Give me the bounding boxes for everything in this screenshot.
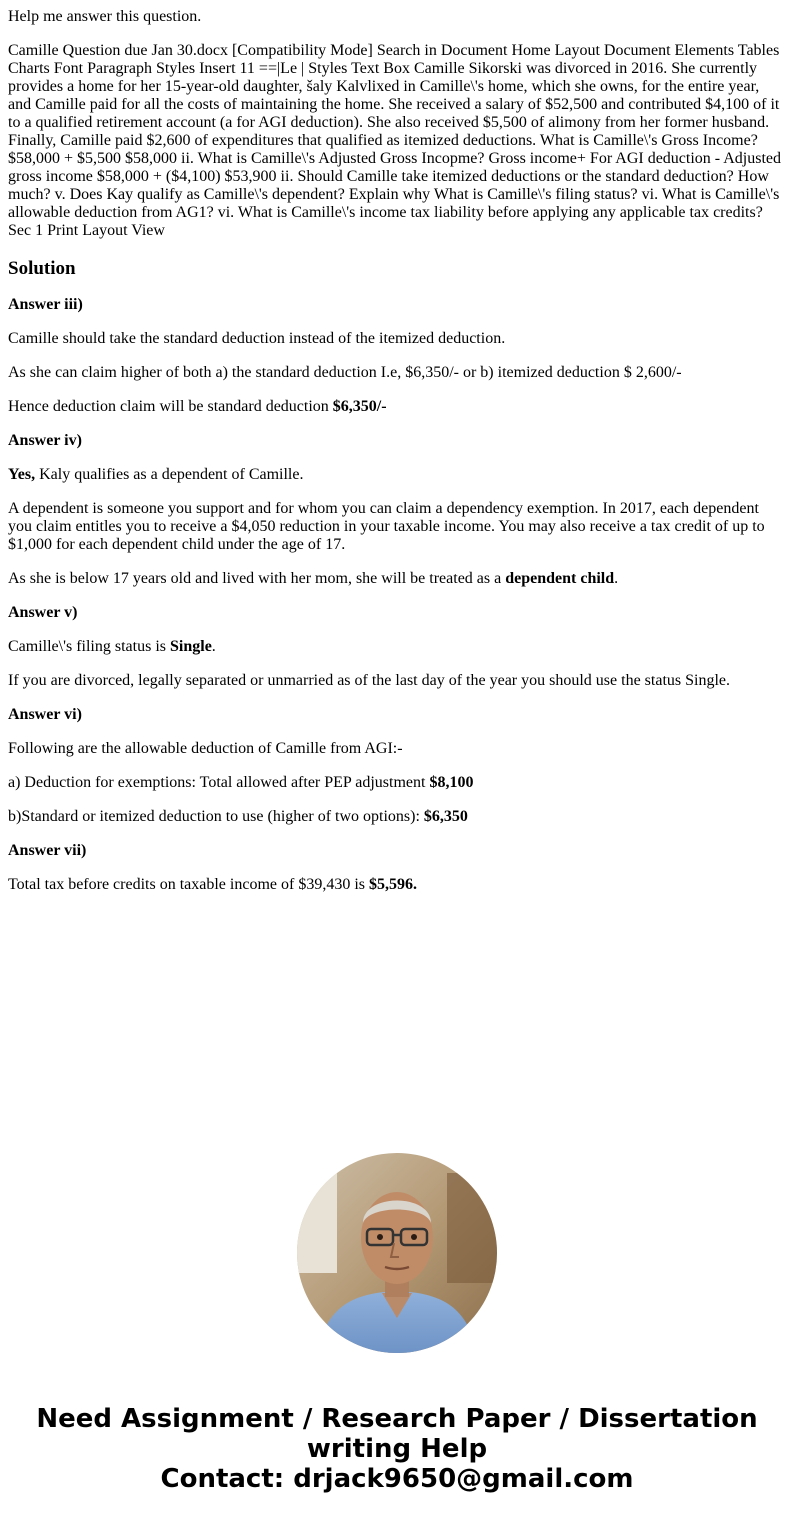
answer-iv-p3-end: . [614, 570, 619, 587]
answer-v-p1-end: . [211, 638, 216, 655]
answer-vii-p1 [8, 876, 786, 894]
answer-iv-p3-text: As she is below 17 years old and lived with her mom, she will be treated as a [8, 570, 506, 587]
answer-vi-p2-text: a) Deduction for exemptions: Total allowed after PEP adjustment [8, 774, 430, 791]
answer-vi-p3 [8, 808, 786, 826]
answer-vi-p2-bold: $8,100 [429, 774, 474, 791]
answer-vii-p1-bold: $5,596. [369, 876, 417, 893]
answer-v-p2: If you are divorced, legally separated or unmarried as of the last day of the year you should use the status Single. [8, 672, 730, 689]
answer-iii-heading: Answer iii) [8, 296, 83, 313]
answer-iv-p1-text: Kaly qualifies as a dependent of Camille. [35, 466, 304, 483]
answer-v-heading: Answer v) [8, 604, 78, 621]
answer-vi-p3-bold: $6,350 [423, 808, 468, 825]
answer-vii-heading: Answer vii) [8, 842, 87, 859]
answer-vi-p1: Following are the allowable deduction of Camille from AGI:- [8, 740, 403, 757]
solution-heading: Solution [8, 258, 76, 279]
author-avatar [297, 1153, 497, 1353]
answer-iv-p1-bold: Yes, [8, 466, 36, 483]
answer-iii-p3-text: Hence deduction claim will be standard deduction [8, 398, 333, 415]
answer-vi-heading: Answer vi) [8, 706, 82, 723]
answer-iii-p3 [8, 398, 786, 416]
answer-vi-p3-text: b)Standard or itemized deduction to use (higher of two options): [8, 808, 424, 825]
answer-v-p1-text: Camille\'s filing status is [8, 638, 170, 655]
promo-line-1: Need Assignment / Research Paper / Dissertation [36, 1404, 758, 1434]
answer-vii-p1-text: Total tax before credits on taxable income of $39,430 is [8, 876, 369, 893]
intro-text: Help me answer this question. [8, 8, 202, 25]
answer-iv-p3 [8, 570, 786, 588]
promo-line-2: writing Help [306, 1434, 488, 1464]
promo-contact-line: Contact: drjack9650@gmail.com [160, 1464, 634, 1494]
answer-iii-p3-bold: $6,350/- [332, 398, 387, 415]
promo-footer [0, 1404, 794, 1494]
answer-iii-p2: As she can claim higher of both a) the standard deduction I.e, $6,350/- or b) itemized deduction $ 2,600/- [8, 364, 682, 381]
answer-iv-p3-bold: dependent child [505, 570, 615, 587]
question-text: Camille Question due Jan 30.docx [Compatibility Mode] Search in Document Home Layout Document Elements Tables Charts Font Paragraph Styles Insert 11 ==|Le | Styles Text Box Camille Sikorski was divorced in 2016. She currently provides a home for her 15-year-old daughter, šaly Kalvlixed in Camille\'s home, which she owns, for the entire year, and Camille paid for all the costs of maintaining the home. She received a salary of $52,500 and contributed $4,100 of it to a qualified retirement account (a for AGI deduction). She also received $5,500 of alimony from her former husband. Finally, Camille paid $2,600 of expenditures that qualified as itemized deductions. What is Camille\'s Gross Income? $58,000 + $5,500 $58,000 ii. What is Camille\'s Adjusted Gross Incopme? Gross income+ For AGI deduction - Adjusted gross income $58,000 + ($4,100) $53,900 ii. Should Camille take itemized deductions or the standard deduction? How much? v. Does Kay qualify as Camille\'s dependent? Explain why What is Camille\'s filing status? vi. What is Camille\'s allowable deduction from AG1? vi. What is Camille\'s income tax liability before applying any applicable tax credits? Sec 1 Print Layout View [8, 42, 782, 239]
answer-v-p1 [8, 638, 786, 656]
answer-iv-p2: A dependent is someone you support and for whom you can claim a dependency exemption. In 2017, each dependent you claim entitles you to receive a $4,050 reduction in your taxable income. You may also receive a tax credit of up to $1,000 for each dependent child under the age of 17. [8, 500, 765, 553]
author-portrait-image [297, 1153, 497, 1353]
answer-v-p1-bold: Single [170, 638, 212, 655]
answer-iv-p1 [8, 466, 786, 484]
answer-vi-p2 [8, 774, 786, 792]
answer-iv-heading: Answer iv) [8, 432, 82, 449]
answer-iii-p1: Camille should take the standard deduction instead of the itemized deduction. [8, 330, 506, 347]
